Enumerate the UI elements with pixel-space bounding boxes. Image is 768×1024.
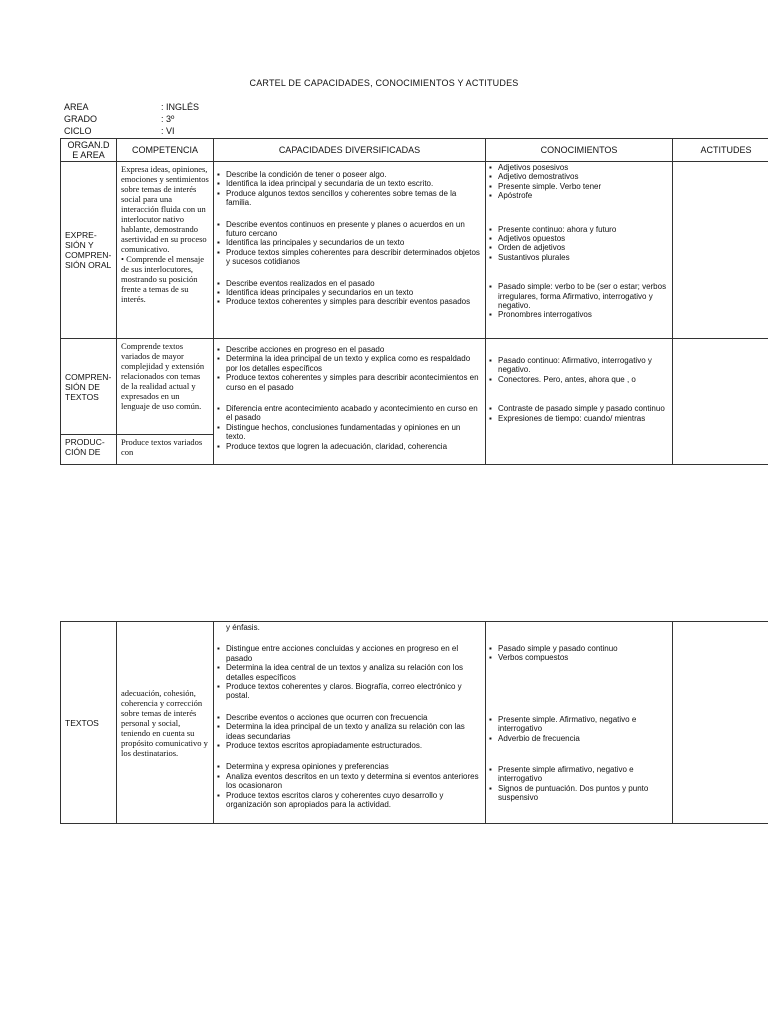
competencia-cell: Comprende textos variados de mayor complejidad y extensión relacionados con temas de la realidad actual y expresados en un lenguaje de uso común. — [117, 339, 214, 435]
list-item: ▪ Determina y expresa opiniones y preferencias — [217, 762, 482, 771]
list-item: ▪ Adjetivos posesivos — [489, 163, 669, 172]
list-item: ▪ Apóstrofe — [489, 191, 669, 200]
bullet-list — [489, 765, 669, 803]
header-competencia: COMPETENCIA — [117, 139, 214, 162]
table-row-produccion-textos-cont — [61, 622, 768, 824]
bullet-list — [217, 713, 482, 751]
list-item: ▪ Analiza eventos descritos en un texto y determina si eventos anteriores los ocasionaron — [217, 772, 482, 791]
grado-label: GRADO — [64, 114, 98, 124]
continued-text: y énfasis. — [226, 623, 260, 632]
bullet-list — [217, 279, 482, 307]
area-label: AREA — [64, 102, 89, 112]
actitudes-cell — [673, 162, 768, 339]
list-item: ▪ Expresiones de tiempo: cuando/ mientras — [489, 414, 669, 423]
list-item: ▪ Describe la condición de tener o poseer algo. — [217, 170, 482, 179]
list-item: ▪ Describe eventos realizados en el pasado — [217, 279, 482, 288]
ciclo-label: CICLO — [64, 126, 92, 136]
list-item: ▪ Determina la idea principal de un texto y analiza su relación con las ideas secundarias — [217, 722, 482, 741]
list-item: ▪ Presente continuo: ahora y futuro — [489, 225, 669, 234]
bullet-list — [489, 282, 669, 320]
list-item: ▪ Describe acciones en progreso en el pasado — [217, 345, 482, 354]
list-item: ▪ Produce textos que logren la adecuación, claridad, coherencia — [217, 442, 482, 451]
list-item: ▪ Adjetivos opuestos — [489, 234, 669, 243]
list-item: ▪ Identifica la idea principal y secundaria de un texto escrito. — [217, 179, 482, 188]
capacidades-cell — [214, 162, 486, 339]
organizer-expresion-oral: EXPRE-SIÓN Y COMPREN-SIÓN ORAL — [61, 162, 117, 339]
list-item: ▪ Distingue hechos, conclusiones fundamentadas y opiniones en un texto. — [217, 423, 482, 442]
list-item: ▪ Presente simple afirmativo, negativo e interrogativo — [489, 765, 669, 784]
list-item: ▪ Distingue entre acciones concluidas y acciones en progreso en el pasado — [217, 644, 482, 663]
list-item: ▪ Produce textos coherentes y simples para describir eventos pasados — [217, 297, 482, 306]
list-item: ▪ Produce textos escritos apropiadamente estructurados. — [217, 741, 482, 750]
bullet-list — [217, 762, 482, 809]
competencia-text: • Comprende el mensaje de sus interlocutores, mostrando su posición frente a temas de su interés. — [121, 254, 204, 304]
ciclo-value: : VI — [161, 126, 175, 136]
list-item: ▪ Presente simple. Afirmativo, negativo e interrogativo — [489, 715, 669, 734]
list-item: ▪ Pasado continuo: Afirmativo, interrogativo y negativo. — [489, 356, 669, 375]
capacidades-cell — [214, 339, 486, 465]
list-item: ▪ Conectores. Pero, antes, ahora que , o — [489, 375, 669, 384]
bullet-list — [217, 404, 482, 451]
bullet-list — [217, 220, 482, 267]
bullet-list — [489, 715, 669, 743]
list-item: ▪ Produce textos coherentes y simples para describir acontecimientos en curso en el pasado — [217, 373, 482, 392]
list-item: ▪ Adverbio de frecuencia — [489, 734, 669, 743]
list-item: ▪ Signos de puntuación. Dos puntos y punto suspensivo — [489, 784, 669, 803]
competencia-cell: adecuación, cohesión, coherencia y corrección sobre temas de interés personal y social, teniendo en cuenta su propósito comunicativo y los destinatarios. — [117, 622, 214, 824]
bullet-list — [217, 170, 482, 208]
conocimientos-cell — [486, 339, 673, 465]
actitudes-cell — [673, 339, 768, 465]
list-item: ▪ Determina la idea principal de un texto y explica como es respaldado por los detalles específicos — [217, 354, 482, 373]
bullet-list — [489, 225, 669, 263]
bullet-list — [217, 644, 482, 700]
organizer-produccion-textos: PRODUC-CIÓN DE — [61, 435, 117, 465]
header-actitudes: ACTITUDES — [673, 139, 768, 162]
conocimientos-cell — [486, 162, 673, 339]
list-item: ▪ Diferencia entre acontecimiento acabado y acontecimiento en curso en el pasado — [217, 404, 482, 423]
competencia-cell: Produce textos variados con — [117, 435, 214, 465]
competencia-cell — [117, 162, 214, 339]
list-item: ▪ Identifica ideas principales y secundarios en un texto — [217, 288, 482, 297]
list-item: ▪ Orden de adjetivos — [489, 243, 669, 252]
list-item: ▪ Produce textos coherentes y claros. Biografía, correo electrónico y postal. — [217, 682, 482, 701]
header-conocimientos: CONOCIMIENTOS — [486, 139, 673, 162]
list-item: ▪ Pasado simple y pasado continuo — [489, 644, 669, 653]
bullet-list — [489, 163, 669, 201]
bullet-list — [489, 404, 669, 423]
grado-value: : 3º — [161, 114, 175, 124]
list-item: ▪ Presente simple. Verbo tener — [489, 182, 669, 191]
organizer-comprension-textos: COMPREN-SIÓN DE TEXTOS — [61, 339, 117, 435]
list-item: ▪ Pasado simple: verbo to be (ser o estar; verbos irregulares, forma Afirmativo, interrogativo y negativo. — [489, 282, 669, 310]
document-title: CARTEL DE CAPACIDADES, CONOCIMIENTOS Y ACTITUDES — [249, 78, 519, 88]
capacidades-cell — [214, 622, 486, 824]
table-header-row — [61, 139, 768, 162]
list-item: ▪ Sustantivos plurales — [489, 253, 669, 262]
bullet-list — [217, 345, 482, 392]
header-organizador: ORGAN.D E AREA — [61, 139, 117, 162]
competencia-text: Expresa ideas, opiniones, emociones y sentimientos sobre temas de interés social para una interacción fluida con un interlocutor nativo hablante, demostrando asertividad en su proceso comunicativo. — [121, 164, 209, 254]
list-item: ▪ Contraste de pasado simple y pasado continuo — [489, 404, 669, 413]
actitudes-cell — [673, 622, 768, 824]
list-item: ▪ Produce textos simples coherentes para describir determinados objetos y sucesos cotidianos — [217, 248, 482, 267]
header-capacidades: CAPACIDADES DIVERSIFICADAS — [214, 139, 486, 162]
cartel-table-page-2 — [60, 621, 768, 824]
list-item: ▪ Verbos compuestos — [489, 653, 669, 662]
list-item: ▪ Identifica las principales y secundarios de un texto — [217, 238, 482, 247]
organizer-textos: TEXTOS — [61, 622, 117, 824]
document-meta — [64, 101, 199, 137]
list-item: ▪ Pronombres interrogativos — [489, 310, 669, 319]
bullet-list — [489, 644, 669, 663]
cartel-table-page-1 — [60, 138, 768, 465]
area-value: : INGLÉS — [161, 102, 200, 112]
table-row-expresion-oral — [61, 162, 768, 339]
table-row-comprension-textos — [61, 339, 768, 435]
list-item: ▪ Adjetivo demostrativos — [489, 172, 669, 181]
conocimientos-cell — [486, 622, 673, 824]
list-item: ▪ Produce algunos textos sencillos y coherentes sobre temas de la familia. — [217, 189, 482, 208]
list-item: ▪ Describe eventos continuos en presente y planes o acuerdos en un futuro cercano — [217, 220, 482, 239]
list-item: ▪ Produce textos escritos claros y coherentes cuyo desarrollo y organización son apropiados para la actividad. — [217, 791, 482, 810]
list-item: ▪ Describe eventos o acciones que ocurren con frecuencia — [217, 713, 482, 722]
list-item: ▪ Determina la idea central de un textos y analiza su relación con los detalles específicos — [217, 663, 482, 682]
bullet-list — [489, 356, 669, 384]
